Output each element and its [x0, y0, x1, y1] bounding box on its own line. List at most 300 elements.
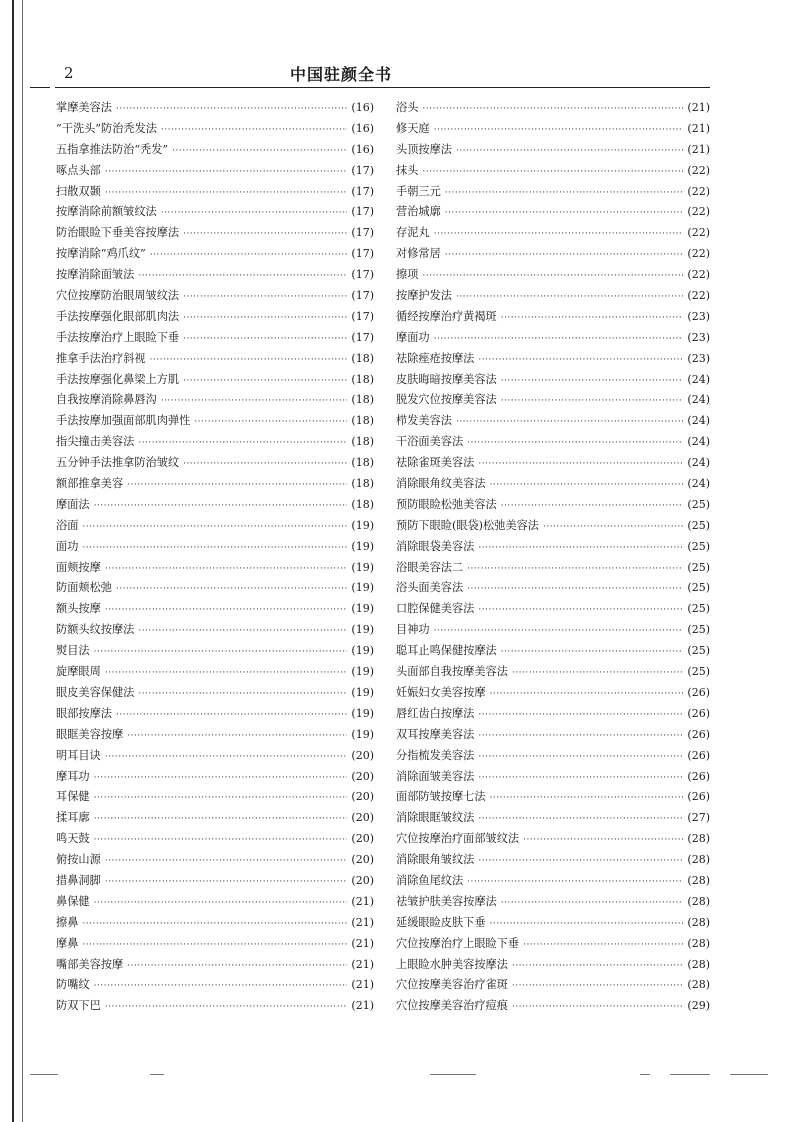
toc-entry-page: (24): [687, 414, 710, 428]
toc-entry-title: 穴位按摩治疗上眼睑下垂: [396, 936, 520, 950]
toc-entry: [56, 453, 374, 474]
dot-leader: [127, 726, 347, 747]
toc-entry: [56, 829, 374, 850]
toc-entry-title: 皮肤晦暗按摩美容法: [396, 372, 497, 386]
toc-entry-title: 祛除痤疮按摩法: [396, 351, 475, 365]
dot-leader: [82, 538, 347, 559]
dot-leader: [116, 705, 347, 726]
toc-entry-title: 抹头: [396, 163, 419, 177]
toc-entry-title: 目神功: [396, 623, 430, 637]
toc-entry: [396, 370, 710, 391]
toc-entry: [396, 202, 710, 223]
bottom-scan-marks: [30, 1074, 770, 1080]
dot-leader: [478, 726, 683, 747]
toc-entry: [396, 286, 710, 307]
dot-leader: [478, 350, 683, 371]
toc-entry: [396, 850, 710, 871]
toc-entry-title: 防双下巴: [56, 999, 101, 1013]
toc-entry-title: 鼻保健: [56, 894, 90, 908]
toc-entry-page: (17): [351, 289, 374, 303]
toc-entry: [396, 662, 710, 683]
dot-leader: [94, 768, 348, 789]
toc-entry-page: (18): [351, 497, 374, 511]
toc-entry-page: (28): [687, 915, 710, 929]
dot-leader: [467, 579, 683, 600]
toc-entry-title: 按摩护发法: [396, 289, 452, 303]
dot-leader: [512, 956, 684, 977]
toc-entry: [396, 767, 710, 788]
toc-entry-title: 措鼻洞脚: [56, 873, 101, 887]
toc-entry-page: (18): [351, 393, 374, 407]
toc-entry-title: 延缓眼睑皮肤下垂: [396, 915, 486, 929]
toc-entry: [396, 725, 710, 746]
dot-leader: [150, 245, 348, 266]
toc-entry: [396, 223, 710, 244]
toc-entry-title: 揉耳廓: [56, 811, 90, 825]
toc-entry: [396, 558, 710, 579]
toc-entry-title: 自我按摩消除鼻唇沟: [56, 393, 157, 407]
dot-leader: [456, 287, 683, 308]
binding-edge-line: [12, 0, 14, 1122]
toc-entry: [396, 808, 710, 829]
toc-entry-page: (22): [687, 268, 710, 282]
toc-entry-title: 防嘴纹: [56, 978, 90, 992]
toc-entry: [396, 411, 710, 432]
toc-entry-page: (28): [687, 873, 710, 887]
dot-leader: [105, 183, 348, 204]
toc-entry: [56, 223, 374, 244]
dot-leader: [490, 788, 684, 809]
toc-entry: [56, 140, 374, 161]
dot-leader: [478, 705, 683, 726]
toc-entry: [396, 161, 710, 182]
dot-leader: [172, 141, 347, 162]
toc-entry-page: (17): [351, 184, 374, 198]
toc-entry-title: 浴面: [56, 518, 79, 532]
dot-leader: [105, 162, 348, 183]
dot-leader: [467, 433, 683, 454]
dot-leader: [138, 621, 347, 642]
toc-entry-title: 双耳按摩美容法: [396, 727, 475, 741]
toc-entry-title: 旋摩眼周: [56, 665, 101, 679]
toc-entry-page: (20): [351, 811, 374, 825]
dot-leader: [94, 809, 348, 830]
toc-entry: [396, 98, 710, 119]
dot-leader: [82, 517, 347, 538]
dot-leader: [150, 350, 348, 371]
toc-entry-title: 栉发美容法: [396, 414, 452, 428]
toc-entry: [396, 474, 710, 495]
dot-leader: [116, 99, 347, 120]
toc-entry-page: (26): [687, 748, 710, 762]
toc-entry: [396, 516, 710, 537]
toc-entry: [56, 182, 374, 203]
toc-entry: [56, 370, 374, 391]
toc-entry: [56, 767, 374, 788]
toc-entry-title: 浴眼美容法二: [396, 560, 464, 574]
toc-entry: [56, 202, 374, 223]
toc-entry: [56, 390, 374, 411]
toc-entry-title: 额头按摩: [56, 602, 101, 616]
toc-entry-page: (17): [351, 309, 374, 323]
toc-entry-page: (25): [687, 644, 710, 658]
dot-leader: [82, 914, 347, 935]
toc-entry-title: 俯按山源: [56, 853, 101, 867]
toc-entry-page: (26): [687, 790, 710, 804]
dot-leader: [127, 475, 347, 496]
toc-entry-page: (28): [687, 978, 710, 992]
toc-entry: [56, 620, 374, 641]
dot-leader: [183, 224, 347, 245]
dot-leader: [543, 517, 683, 538]
toc-entry-title: 五指拿推法防治“秃发”: [56, 142, 169, 156]
toc-entry: [56, 578, 374, 599]
toc-entry-page: (21): [351, 978, 374, 992]
dot-leader: [105, 997, 348, 1018]
toc-entry-page: (20): [351, 853, 374, 867]
toc-entry-page: (21): [351, 936, 374, 950]
toc-entry: [56, 244, 374, 265]
toc-entry: [56, 892, 374, 913]
toc-entry-title: 按摩消除前额皱纹法: [56, 205, 157, 219]
toc-entry-page: (17): [351, 330, 374, 344]
binding-edge-line-inner: [22, 0, 23, 1122]
toc-entry-title: 防治眼睑下垂美容按摩法: [56, 226, 180, 240]
toc-entry-page: (21): [351, 915, 374, 929]
toc-entry: [56, 996, 374, 1017]
dot-leader: [138, 684, 347, 705]
toc-entry-page: (24): [687, 477, 710, 491]
toc-entry-page: (25): [687, 518, 710, 532]
toc-entry-page: (27): [687, 811, 710, 825]
toc-entry-title: 鸣天鼓: [56, 832, 90, 846]
toc-entry: [56, 537, 374, 558]
toc-entry-title: 耳保健: [56, 790, 90, 804]
toc-entry-page: (28): [687, 936, 710, 950]
toc-entry-title: 额部推拿美容: [56, 477, 124, 491]
toc-entry-title: 面颊按摩: [56, 560, 101, 574]
toc-entry-title: 按摩消除面皱法: [56, 268, 135, 282]
dot-leader: [490, 684, 684, 705]
toc-entry-page: (23): [687, 351, 710, 365]
toc-entry-title: 存泥丸: [396, 226, 430, 240]
toc-entry-page: (25): [687, 665, 710, 679]
toc-entry-page: (19): [351, 665, 374, 679]
toc-entry-title: 消除面皱美容法: [396, 769, 475, 783]
dot-leader: [422, 266, 683, 287]
toc-entry-title: 掌摩美容法: [56, 101, 112, 114]
toc-entry: [56, 955, 374, 976]
toc-entry-page: (20): [351, 769, 374, 783]
toc-entry-page: (25): [687, 497, 710, 511]
toc-entry-page: (22): [687, 289, 710, 303]
dot-leader: [478, 600, 683, 621]
dot-leader: [445, 203, 684, 224]
toc-entry-page: (18): [351, 435, 374, 449]
book-title: 中国驻颜全书: [290, 65, 393, 84]
toc-entry: [396, 683, 710, 704]
toc-entry-page: (25): [687, 581, 710, 595]
toc-entry-title: 消除眼角皱纹法: [396, 853, 475, 867]
toc-entry: [56, 328, 374, 349]
toc-entry-title: 手朝三元: [396, 184, 441, 198]
toc-entry-page: (19): [351, 560, 374, 574]
dot-leader: [94, 830, 348, 851]
toc-entry: [396, 453, 710, 474]
dot-leader: [434, 120, 684, 141]
toc-entry-title: 摩面功: [396, 330, 430, 344]
toc-entry: [56, 850, 374, 871]
toc-entry-title: 穴位按摩治疗面部皱纹法: [396, 832, 520, 846]
toc-entry-title: 头面部自我按摩美容法: [396, 665, 508, 679]
toc-entry-page: (17): [351, 163, 374, 177]
toc-entry-page: (25): [687, 623, 710, 637]
dot-leader: [422, 99, 683, 120]
toc-entry-page: (19): [351, 539, 374, 553]
dot-leader: [183, 454, 347, 475]
toc-entry: [396, 871, 710, 892]
toc-entry-page: (17): [351, 205, 374, 219]
toc-entry-title: 嘴部美容按摩: [56, 957, 124, 971]
toc-entry-title: 祛除雀斑美容法: [396, 456, 475, 470]
toc-entry-title: 防额头纹按摩法: [56, 623, 135, 637]
toc-entry: [56, 704, 374, 725]
dot-leader: [501, 391, 684, 412]
dot-leader: [82, 935, 347, 956]
toc-entry: [396, 432, 710, 453]
toc-entry: [56, 474, 374, 495]
toc-entry: [396, 119, 710, 140]
toc-entry-title: 手法按摩治疗上眼睑下垂: [56, 330, 180, 344]
toc-entry-title: 推拿手法治疗斜视: [56, 351, 146, 365]
toc-entry-title: 摩鼻: [56, 936, 79, 950]
header-rule: [55, 87, 710, 88]
dot-leader: [490, 914, 684, 935]
toc-entry-page: (20): [351, 790, 374, 804]
toc-entry-title: 浴头面美容法: [396, 581, 464, 595]
dot-leader: [523, 935, 683, 956]
toc-entry-title: 营治城廓: [396, 205, 441, 219]
toc-entry-title: 分指梳发美容法: [396, 748, 475, 762]
toc-entry-title: 手法按摩强化眼部肌肉法: [56, 309, 180, 323]
dot-leader: [422, 162, 683, 183]
toc-entry-title: 摩面法: [56, 497, 90, 511]
toc-entry-page: (20): [351, 873, 374, 887]
dot-leader: [105, 872, 348, 893]
toc-entry-title: 消除眼袋美容法: [396, 539, 475, 553]
dot-leader: [456, 141, 683, 162]
dot-leader: [94, 976, 348, 997]
toc-entry-page: (24): [687, 456, 710, 470]
toc-entry: [396, 913, 710, 934]
toc-entry-title: 循经按摩治疗黄褐斑: [396, 309, 497, 323]
dot-leader: [105, 747, 348, 768]
toc-entry-title: 头顶按摩法: [396, 142, 452, 156]
toc-entry-title: 聪耳止鸣保健按摩法: [396, 644, 497, 658]
toc-entry-page: (23): [687, 309, 710, 323]
toc-entry: [56, 662, 374, 683]
toc-entry: [396, 829, 710, 850]
toc-entry-title: 明耳目诀: [56, 748, 101, 762]
toc-entry-title: 扫散双颞: [56, 184, 101, 198]
toc-entry-page: (17): [351, 268, 374, 282]
toc-entry-page: (22): [687, 226, 710, 240]
toc-entry-page: (19): [351, 518, 374, 532]
toc-entry-page: (26): [687, 727, 710, 741]
toc-entry: [396, 787, 710, 808]
toc-entry-page: (21): [351, 894, 374, 908]
dot-leader: [501, 893, 684, 914]
toc-entry-page: (26): [687, 769, 710, 783]
toc-entry-page: (23): [687, 330, 710, 344]
toc-entry-title: 消除眼角纹美容法: [396, 477, 486, 491]
dot-leader: [445, 245, 684, 266]
toc-entry-page: (19): [351, 644, 374, 658]
toc-entry-page: (16): [351, 101, 374, 114]
toc-entry: [396, 641, 710, 662]
toc-entry: [56, 934, 374, 955]
toc-entry-page: (21): [687, 101, 710, 114]
toc-entry: [56, 599, 374, 620]
toc-entry: [396, 578, 710, 599]
dot-leader: [105, 663, 348, 684]
dot-leader: [127, 956, 347, 977]
dot-leader: [478, 809, 683, 830]
toc-entry: [396, 349, 710, 370]
toc-entry: [56, 265, 374, 286]
dot-leader: [478, 747, 683, 768]
toc-entry-title: 预防下眼睑(眼袋)松弛美容法: [396, 518, 539, 532]
dot-leader: [434, 329, 684, 350]
toc-entry-page: (17): [351, 226, 374, 240]
toc-entry: [396, 265, 710, 286]
toc-entry: [396, 390, 710, 411]
toc-entry-page: (24): [687, 393, 710, 407]
toc-entry: [396, 599, 710, 620]
toc-entry-page: (22): [687, 247, 710, 261]
dot-leader: [183, 287, 347, 308]
toc-entry-page: (16): [351, 142, 374, 156]
toc-entry-page: (21): [351, 957, 374, 971]
toc-entry-page: (19): [351, 685, 374, 699]
toc-entry-title: 熨目法: [56, 644, 90, 658]
dot-leader: [94, 788, 348, 809]
toc-entry: [396, 620, 710, 641]
toc-entry-page: (22): [687, 184, 710, 198]
dot-leader: [94, 642, 348, 663]
toc-entry: [56, 975, 374, 996]
toc-entry: [56, 307, 374, 328]
dot-leader: [490, 475, 684, 496]
toc-entry-page: (19): [351, 706, 374, 720]
toc-entry: [396, 955, 710, 976]
dot-leader: [434, 224, 684, 245]
dot-leader: [105, 851, 348, 872]
toc-entry-page: (19): [351, 602, 374, 616]
toc-entry-title: 眼部按摩法: [56, 706, 112, 720]
toc-entry-page: (28): [687, 957, 710, 971]
toc-entry-title: 脱发穴位按摩美容法: [396, 393, 497, 407]
toc-entry-title: 穴位按摩美容治疗痘痕: [396, 999, 508, 1013]
dot-leader: [161, 391, 348, 412]
toc-entry-page: (18): [351, 477, 374, 491]
toc-entry: [56, 98, 374, 119]
toc-entry: [56, 641, 374, 662]
toc-entry-title: 眼眶美容按摩: [56, 727, 124, 741]
dot-leader: [138, 266, 347, 287]
toc-entry-title: 修天庭: [396, 121, 430, 135]
toc-entry: [56, 746, 374, 767]
toc-entry-title: 面部防皱按摩七法: [396, 790, 486, 804]
toc-entry-title: 手法按摩强化鼻梁上方肌: [56, 372, 180, 386]
toc-entry-page: (28): [687, 894, 710, 908]
toc-entry: [396, 307, 710, 328]
dot-leader: [105, 559, 348, 580]
toc-entry-page: (16): [351, 121, 374, 135]
toc-entry-page: (28): [687, 853, 710, 867]
toc-entry: [56, 286, 374, 307]
toc-entry-title: 擦鼻: [56, 915, 79, 929]
toc-entry: [56, 411, 374, 432]
dot-leader: [512, 976, 684, 997]
toc-entry-title: 穴位按摩美容治疗雀斑: [396, 978, 508, 992]
toc-entry-title: 面功: [56, 539, 79, 553]
dot-leader: [501, 642, 684, 663]
toc-entry-title: 摩耳功: [56, 769, 90, 783]
toc-entry-title: 对修常居: [396, 247, 441, 261]
toc-entry: [396, 537, 710, 558]
toc-entry: [56, 871, 374, 892]
toc-entry: [396, 704, 710, 725]
toc-entry-title: 预防眼睑松弛美容法: [396, 497, 497, 511]
toc-entry-title: 啄点头部: [56, 163, 101, 177]
toc-entry: [396, 975, 710, 996]
toc-entry: [396, 934, 710, 955]
toc-entry: [396, 140, 710, 161]
dot-leader: [161, 120, 347, 141]
dot-leader: [183, 371, 347, 392]
toc-entry-page: (19): [351, 581, 374, 595]
toc-entry: [56, 808, 374, 829]
toc-entry-title: 妊娠妇女美容按摩: [396, 685, 486, 699]
toc-entry: [56, 432, 374, 453]
dot-leader: [194, 412, 347, 433]
toc-entry: [56, 913, 374, 934]
toc-entry-page: (24): [687, 372, 710, 386]
toc-entry-title: 上眼睑水肿美容按摩法: [396, 957, 508, 971]
dot-leader: [94, 496, 348, 517]
dot-leader: [105, 600, 348, 621]
toc-entry: [396, 746, 710, 767]
toc-entry: [56, 683, 374, 704]
dot-leader: [478, 851, 683, 872]
toc-entry-page: (21): [687, 121, 710, 135]
toc-entry-page: (21): [351, 999, 374, 1013]
toc-entry-title: 指尖撞击美容法: [56, 435, 135, 449]
dot-leader: [467, 872, 683, 893]
toc-entry-page: (25): [687, 560, 710, 574]
toc-entry-title: 五分钟手法推拿防治皱纹: [56, 456, 180, 470]
toc-entry-title: 祛皱护肤美容按摩法: [396, 894, 497, 908]
dot-leader: [478, 538, 683, 559]
toc-entry-page: (18): [351, 414, 374, 428]
toc-entry: [396, 182, 710, 203]
dot-leader: [183, 308, 347, 329]
toc-entry-page: (19): [351, 623, 374, 637]
toc-entry: [56, 787, 374, 808]
toc-entry: [396, 996, 710, 1017]
toc-entry-page: (28): [687, 832, 710, 846]
